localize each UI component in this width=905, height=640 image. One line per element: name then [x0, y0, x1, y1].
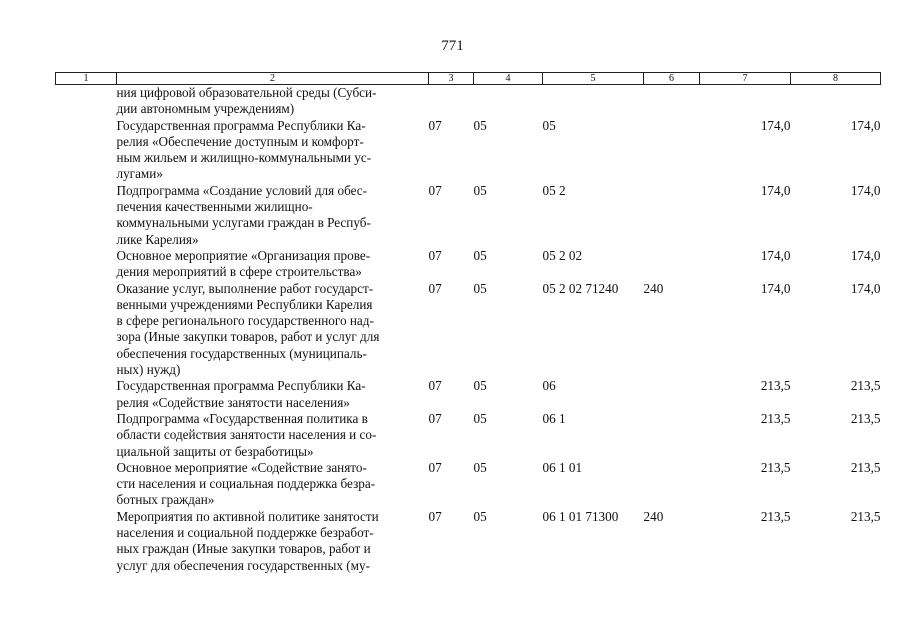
row-target-article-code: 06 1 01 71300 [542, 508, 619, 524]
table-row [56, 281, 881, 379]
row-name-line: печения качественными жилищно- [116, 199, 313, 215]
row-section-code: 07 [428, 459, 442, 475]
column-header-1: 1 [56, 73, 117, 85]
row-section-code: 07 [428, 410, 442, 426]
row-amount-column-7: 174,0 [760, 182, 791, 198]
table-row [56, 248, 881, 281]
row-name-line: ботных граждан» [116, 492, 215, 508]
row-name-cell [117, 509, 429, 574]
row-name-line: обеспечения государственных (муниципаль- [116, 345, 367, 361]
row-section-code: 07 [428, 117, 442, 133]
row-name-line: ния цифровой образовательной среды (Субси- [116, 85, 377, 100]
row-name-cell [117, 183, 429, 248]
row-cell-column-1 [56, 183, 117, 248]
row-cell-column-1 [56, 118, 117, 183]
row-amount-column-8: 213,5 [850, 508, 881, 524]
row-expense-type-code [644, 118, 700, 183]
row-name-line: зора (Иные закупки товаров, работ и услуг для [116, 329, 380, 345]
column-header-7: 7 [700, 73, 791, 85]
row-name-line: Оказание услуг, выполнение работ государст- [116, 280, 374, 296]
row-target-article-code: 06 1 01 [542, 459, 583, 475]
table-row [56, 378, 881, 411]
row-name-line: Подпрограмма «Государственная политика в [116, 410, 368, 426]
row-name-line: ных граждан (Иные закупки товаров, работ и [116, 541, 371, 557]
row-cell-column-1 [56, 281, 117, 379]
row-subsection-code: 05 [473, 182, 487, 198]
row-section-code [429, 85, 474, 118]
row-amount-column-8: 174,0 [850, 117, 881, 133]
column-header-6: 6 [644, 73, 700, 85]
row-cell-column-1 [56, 411, 117, 460]
row-name-line: дии автономным учреждениям) [116, 101, 295, 117]
row-expense-type-code [644, 378, 700, 411]
row-name-line: ных) нужд) [116, 362, 181, 378]
table-row [56, 460, 881, 509]
row-name-line: Основное мероприятие «Организация прове- [116, 247, 371, 263]
row-name-cell [117, 85, 429, 118]
column-header-3: 3 [429, 73, 474, 85]
row-cell-column-1 [56, 460, 117, 509]
row-name-cell [117, 281, 429, 379]
row-name-cell [117, 118, 429, 183]
row-section-code: 07 [428, 508, 442, 524]
row-name-line: сти населения и социальная поддержка безра- [116, 476, 376, 492]
row-name-line: Государственная программа Республики Ка- [116, 378, 366, 394]
row-name-line: в сфере регионального государственного над- [116, 313, 374, 329]
row-subsection-code [474, 85, 543, 118]
row-expense-type-code: 240 [643, 280, 664, 296]
row-target-article-code: 06 [542, 378, 556, 394]
row-amount-column-8: 174,0 [850, 182, 881, 198]
row-amount-column-8 [791, 85, 881, 118]
row-target-article-code: 05 [542, 117, 556, 133]
row-name-line: коммунальными услугами граждан в Респуб- [116, 215, 371, 231]
page-number: 771 [441, 38, 464, 54]
row-amount-column-8: 174,0 [850, 247, 881, 263]
row-amount-column-8: 174,0 [850, 280, 881, 296]
row-target-article-code [543, 85, 644, 118]
row-section-code: 07 [428, 182, 442, 198]
row-cell-column-1 [56, 509, 117, 574]
row-name-line: лугами» [116, 166, 163, 182]
row-amount-column-7: 213,5 [760, 459, 791, 475]
row-expense-type-code [644, 460, 700, 509]
row-amount-column-8: 213,5 [850, 378, 881, 394]
row-section-code: 07 [428, 247, 442, 263]
row-subsection-code: 05 [473, 378, 487, 394]
row-amount-column-7: 213,5 [760, 378, 791, 394]
row-amount-column-7: 213,5 [760, 508, 791, 524]
row-subsection-code: 05 [473, 410, 487, 426]
row-subsection-code: 05 [473, 117, 487, 133]
row-name-line: области содействия занятости населения и со- [116, 427, 377, 443]
row-name-line: Основное мероприятие «Содействие занято- [116, 459, 367, 475]
row-name-line: ным жильем и жилищно-коммунальными ус- [116, 150, 372, 166]
row-name-line: дения мероприятий в сфере строительства» [116, 264, 362, 280]
row-expense-type-code: 240 [643, 508, 664, 524]
row-amount-column-7 [700, 85, 791, 118]
budget-table [55, 72, 881, 574]
row-amount-column-7: 213,5 [760, 410, 791, 426]
row-section-code: 07 [428, 378, 442, 394]
row-name-line: Подпрограмма «Создание условий для обес- [116, 182, 368, 198]
row-cell-column-1 [56, 378, 117, 411]
row-name-line: релия «Содействие занятости населения» [116, 394, 350, 410]
row-amount-column-8: 213,5 [850, 459, 881, 475]
row-cell-column-1 [56, 85, 117, 118]
column-header-2: 2 [117, 73, 429, 85]
row-expense-type-code [644, 411, 700, 460]
row-name-line: венными учреждениями Республики Карелия [116, 296, 373, 312]
row-expense-type-code [644, 248, 700, 281]
table-row [56, 118, 881, 183]
row-subsection-code: 05 [473, 280, 487, 296]
row-subsection-code: 05 [473, 459, 487, 475]
table-row [56, 85, 881, 118]
table-row [56, 509, 881, 574]
row-name-line: релия «Обеспечение доступным и комфорт- [116, 133, 364, 149]
row-name-cell [117, 460, 429, 509]
row-name-line: циальной защиты от безработицы» [116, 443, 314, 459]
table-row [56, 183, 881, 248]
column-number-header [56, 73, 881, 85]
row-expense-type-code [644, 85, 700, 118]
row-target-article-code: 06 1 [542, 410, 566, 426]
row-name-cell [117, 411, 429, 460]
row-name-line: лике Карелия» [116, 231, 199, 247]
column-header-5: 5 [543, 73, 644, 85]
table-row [56, 411, 881, 460]
row-target-article-code: 05 2 [542, 182, 566, 198]
row-expense-type-code [644, 183, 700, 248]
column-header-4: 4 [474, 73, 543, 85]
row-subsection-code: 05 [473, 508, 487, 524]
row-amount-column-7: 174,0 [760, 247, 791, 263]
table-body [56, 85, 881, 574]
row-name-line: Государственная программа Республики Ка- [116, 117, 366, 133]
row-name-cell [117, 248, 429, 281]
column-header-8: 8 [791, 73, 881, 85]
row-target-article-code: 05 2 02 71240 [542, 280, 619, 296]
row-name-line: населения и социальной поддержке безработ- [116, 525, 374, 541]
row-target-article-code: 05 2 02 [542, 247, 583, 263]
row-amount-column-7: 174,0 [760, 280, 791, 296]
row-amount-column-7: 174,0 [760, 117, 791, 133]
row-name-cell [117, 378, 429, 411]
row-cell-column-1 [56, 248, 117, 281]
row-name-line: Мероприятия по активной политике занятости [116, 508, 379, 524]
row-section-code: 07 [428, 280, 442, 296]
row-amount-column-8: 213,5 [850, 410, 881, 426]
row-subsection-code: 05 [473, 247, 487, 263]
row-name-line: услуг для обеспечения государственных (му- [116, 557, 370, 573]
